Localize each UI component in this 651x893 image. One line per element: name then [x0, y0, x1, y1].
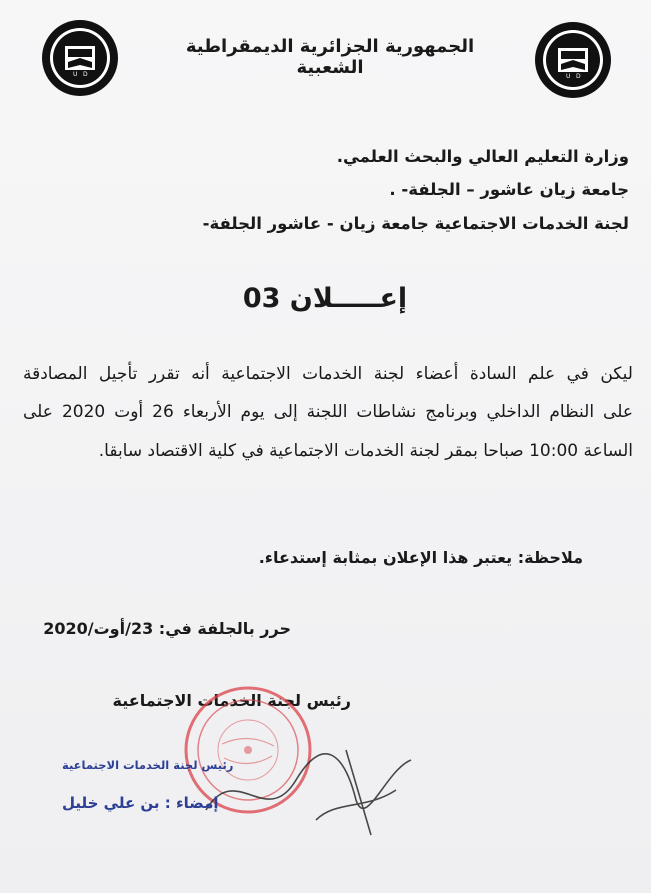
signatory-title: رئيس لجنة الخدمات الاجتماعية [112, 691, 351, 710]
body-line-2: على النظام الداخلي وبرنامج نشاطات اللجنة إلى يوم الأربعاء 26 أوت 2020 على [23, 402, 634, 422]
university-logo-right [533, 20, 613, 100]
stamp-committee-title: رئيس لجنة الخدمات الاجتماعية [62, 758, 234, 772]
note-line: ملاحظة: يعتبر هذا الإعلان بمثابة إستدعاء. [258, 548, 583, 567]
announcement-title: إعـــــلان 03 [242, 283, 408, 314]
university-line: جامعة زيان عاشور – الجلفة- . [389, 180, 629, 199]
date-line: حرر بالجلفة في: 23/أوت/2020 [43, 619, 291, 638]
ministry-line: وزارة التعليم العالي والبحث العلمي. [336, 147, 629, 166]
signatory-name: إمضاء : بن علي خليل [62, 794, 219, 812]
republic-heading: الجمهورية الجزائرية الديمقراطية الشعبية [185, 36, 475, 78]
svg-text:U: U [73, 71, 78, 78]
svg-text:D: D [83, 71, 88, 78]
body-line-3: الساعة 10:00 صباحا بمقر لجنة الخدمات الاجتماعية في كلية الاقتصاد سابقا. [98, 441, 633, 461]
university-logo-left [40, 18, 120, 98]
committee-line: لجنة الخدمات الاجتماعية جامعة زيان - عاشور الجلفة- [202, 214, 629, 233]
body-line-1: ليكن في علم السادة أعضاء لجنة الخدمات الاجتماعية أنه تقرر تأجيل المصادقة [23, 364, 633, 384]
svg-text:U: U [566, 73, 571, 80]
handwritten-signature [196, 740, 446, 840]
svg-text:D: D [576, 73, 581, 80]
